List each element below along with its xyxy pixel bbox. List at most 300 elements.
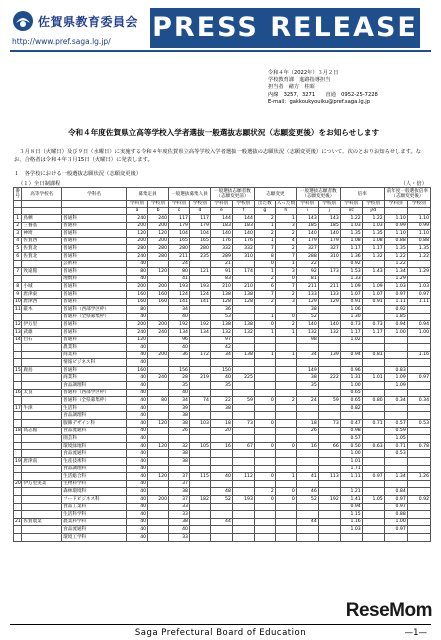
- value-cell: [189, 344, 210, 352]
- value-cell: 173: [318, 268, 340, 276]
- department-name: 環境工学科: [62, 533, 127, 541]
- row-number: [14, 473, 22, 481]
- value-cell: 40: [127, 450, 148, 458]
- value-cell: 80: [169, 268, 190, 276]
- value-cell: [407, 275, 430, 283]
- value-cell: 174: [232, 268, 254, 276]
- value-cell: 40: [127, 275, 148, 283]
- value-cell: [318, 336, 340, 344]
- value-cell: 133: [296, 290, 318, 298]
- value-cell: [148, 382, 169, 390]
- value-cell: 192: [318, 495, 340, 503]
- department-name: 普通科（西部学区枠）: [62, 389, 127, 397]
- value-cell: [254, 526, 275, 534]
- value-cell: 160: [148, 298, 169, 306]
- department-name: 普通科: [62, 321, 127, 329]
- row-number: 14: [15, 337, 21, 343]
- symbol-cell: h: [275, 208, 296, 215]
- col-general-capacity: 一般選抜募集人員: [169, 188, 211, 201]
- value-cell: 38: [296, 306, 318, 314]
- school-name: 神埼: [22, 230, 62, 238]
- row-number: [14, 275, 22, 283]
- value-cell: 40: [127, 344, 148, 352]
- table-row: [14, 374, 431, 382]
- symbol-cell: b: [148, 208, 169, 215]
- school-name: [22, 359, 62, 367]
- value-cell: [362, 313, 384, 321]
- value-cell: 200: [127, 283, 148, 291]
- value-cell: [254, 458, 275, 466]
- value-cell: 0.88: [384, 511, 407, 519]
- value-cell: 0.73: [340, 321, 362, 329]
- value-cell: 1.00: [384, 518, 407, 526]
- school-name: 牛津: [22, 404, 62, 412]
- value-cell: 280: [189, 245, 210, 253]
- value-cell: 132: [232, 328, 254, 336]
- value-cell: [362, 465, 384, 473]
- value-cell: 120: [148, 268, 169, 276]
- value-cell: 120: [148, 442, 169, 450]
- value-cell: [275, 374, 296, 382]
- value-cell: [189, 412, 210, 420]
- value-cell: 42: [210, 344, 232, 352]
- value-cell: [407, 366, 430, 374]
- value-cell: 1: [254, 237, 275, 245]
- value-cell: 91: [210, 268, 232, 276]
- value-cell: 97: [210, 336, 232, 344]
- school-name: 唐津西: [22, 298, 62, 306]
- value-cell: 1.26: [407, 473, 430, 481]
- value-cell: [189, 458, 210, 466]
- value-cell: 1.35: [362, 230, 384, 238]
- value-cell: [362, 306, 384, 314]
- value-cell: [384, 533, 407, 541]
- table-row: [14, 473, 431, 481]
- value-cell: 140: [210, 230, 232, 238]
- value-cell: 156: [169, 366, 190, 374]
- value-cell: 1.36: [340, 252, 362, 260]
- value-cell: 1: [254, 222, 275, 230]
- value-cell: 1.07: [340, 290, 362, 298]
- value-cell: 0.97: [362, 473, 384, 481]
- value-cell: [318, 533, 340, 541]
- symbol-cell: e: [210, 208, 232, 215]
- school-name: [22, 344, 62, 352]
- value-cell: 44: [210, 518, 232, 526]
- value-cell: 34: [210, 351, 232, 359]
- value-cell: [189, 306, 210, 314]
- value-cell: [296, 404, 318, 412]
- value-cell: 0.71: [384, 442, 407, 450]
- value-cell: [189, 336, 210, 344]
- value-cell: [296, 412, 318, 420]
- table-row: [14, 230, 431, 238]
- value-cell: 35: [296, 382, 318, 390]
- unit-label-cell: 学校別: [362, 201, 384, 208]
- table-row: [14, 344, 431, 352]
- value-cell: [407, 404, 430, 412]
- value-cell: [384, 412, 407, 420]
- value-cell: 141: [169, 298, 190, 306]
- value-cell: 103: [189, 420, 210, 428]
- phone: 内線 3257，3271 直通 0952-25-7228: [268, 91, 378, 98]
- unit-label-cell: 学科別: [340, 201, 362, 208]
- value-cell: [169, 465, 190, 473]
- footer-org: Saga Prefectural Board of Education: [134, 628, 307, 638]
- value-cell: [232, 382, 254, 390]
- value-cell: 3: [275, 222, 296, 230]
- value-cell: [407, 533, 430, 541]
- value-cell: [232, 503, 254, 511]
- value-cell: 3: [275, 268, 296, 276]
- value-cell: 0.57: [384, 420, 407, 428]
- value-cell: [407, 382, 430, 390]
- value-cell: 40: [127, 382, 148, 390]
- value-cell: 165: [169, 237, 190, 245]
- email[interactable]: E-mail：gakkoukyouiku@pref.saga.lg.jp: [268, 98, 371, 105]
- value-cell: 2: [254, 298, 275, 306]
- table-row: [14, 290, 431, 298]
- value-cell: [318, 427, 340, 435]
- value-cell: [384, 344, 407, 352]
- value-cell: 40: [169, 389, 190, 397]
- value-cell: 38: [169, 518, 190, 526]
- value-cell: [362, 488, 384, 496]
- row-number: [14, 511, 22, 519]
- table-row: [14, 480, 431, 488]
- table-row: [14, 275, 431, 283]
- value-cell: 4: [275, 237, 296, 245]
- value-cell: 144: [232, 215, 254, 223]
- value-cell: [148, 366, 169, 374]
- value-cell: 40: [127, 389, 148, 397]
- school-name: 唐津東: [22, 290, 62, 298]
- value-cell: [210, 359, 232, 367]
- value-cell: [318, 344, 340, 352]
- table-row: [14, 427, 431, 435]
- school-name: [22, 495, 62, 503]
- value-cell: 176: [210, 237, 232, 245]
- value-cell: 1.71: [340, 465, 362, 473]
- value-cell: 134: [169, 328, 190, 336]
- row-number: 17: [15, 405, 21, 411]
- value-cell: 1.15: [340, 511, 362, 519]
- value-cell: 192: [169, 321, 190, 329]
- value-cell: 211: [296, 283, 318, 291]
- value-cell: [384, 336, 407, 344]
- value-cell: 81: [296, 275, 318, 283]
- value-cell: [318, 275, 340, 283]
- value-cell: [296, 389, 318, 397]
- school-name: 高志館: [22, 427, 62, 435]
- value-cell: 179: [318, 237, 340, 245]
- value-cell: 0: [254, 397, 275, 405]
- value-cell: 1: [254, 351, 275, 359]
- value-cell: 7: [254, 245, 275, 253]
- value-cell: [232, 306, 254, 314]
- col-capacity: 募集定員: [127, 188, 169, 201]
- website-url[interactable]: http://www.pref.saga.lg.jp/: [12, 37, 111, 46]
- unit-label-cell: 学校別: [318, 201, 340, 208]
- value-cell: [296, 465, 318, 473]
- department-name: 生活科: [62, 404, 127, 412]
- page-title: 令和４年度佐賀県立高等学校入学者選抜一般選抜志願状況（志願変更後）をお知らせします: [67, 128, 380, 137]
- value-cell: 112: [232, 473, 254, 481]
- value-cell: 0.78: [407, 442, 430, 450]
- table-row: [14, 518, 431, 526]
- department-name: 園芸科: [62, 435, 127, 443]
- value-cell: 39: [169, 404, 190, 412]
- value-cell: 40: [127, 359, 148, 367]
- value-cell: [189, 435, 210, 443]
- applicant-status-table: [13, 187, 431, 542]
- value-cell: 7: [275, 283, 296, 291]
- value-cell: 240: [127, 215, 148, 223]
- value-cell: 40: [127, 458, 148, 466]
- value-cell: 0.53: [384, 450, 407, 458]
- value-cell: [148, 389, 169, 397]
- value-cell: 0.80: [362, 397, 384, 405]
- value-cell: 20: [210, 427, 232, 435]
- symbol-cell: f: [232, 208, 254, 215]
- symbol-cell: d: [189, 208, 210, 215]
- value-cell: 172: [189, 351, 210, 359]
- value-cell: [275, 518, 296, 526]
- table-row: [14, 435, 431, 443]
- value-cell: [318, 359, 340, 367]
- value-cell: 200: [148, 237, 169, 245]
- value-cell: [407, 260, 430, 268]
- value-cell: [362, 412, 384, 420]
- value-cell: [362, 336, 384, 344]
- value-cell: 28: [169, 374, 190, 382]
- value-cell: [232, 344, 254, 352]
- value-cell: 222: [318, 374, 340, 382]
- symbol-cell: i: [296, 208, 318, 215]
- value-cell: 40: [210, 473, 232, 481]
- value-cell: 40: [127, 526, 148, 534]
- value-cell: 0.82: [340, 404, 362, 412]
- school-name: [22, 450, 62, 458]
- value-cell: 1.16: [407, 351, 430, 359]
- value-cell: 1.01: [340, 458, 362, 466]
- value-cell: 0.88: [407, 237, 430, 245]
- value-cell: [232, 412, 254, 420]
- unit-label-cell: 出た数: [254, 201, 275, 208]
- value-cell: 33: [169, 511, 190, 519]
- value-cell: 140: [296, 321, 318, 329]
- school-name: 三養基: [22, 222, 62, 230]
- value-cell: 1: [254, 313, 275, 321]
- department-name: 芸術科: [62, 260, 127, 268]
- department-name: 食品調理科: [62, 412, 127, 420]
- value-cell: 124: [189, 290, 210, 298]
- value-cell: 288: [296, 252, 318, 260]
- value-cell: 1.85: [384, 313, 407, 321]
- value-cell: 18: [296, 420, 318, 428]
- value-cell: 96: [169, 336, 190, 344]
- value-cell: [340, 412, 362, 420]
- value-cell: 200: [148, 321, 169, 329]
- row-number: [14, 351, 22, 359]
- value-cell: [189, 260, 210, 268]
- value-cell: 37: [169, 480, 190, 488]
- value-cell: [318, 404, 340, 412]
- table-row: [14, 420, 431, 428]
- value-cell: 2: [254, 230, 275, 238]
- unit-label-cell: 学校別: [232, 201, 254, 208]
- value-cell: [362, 511, 384, 519]
- value-cell: [318, 450, 340, 458]
- value-cell: 40: [127, 420, 148, 428]
- unit-label: （人・倍）: [400, 181, 427, 187]
- value-cell: 219: [189, 374, 210, 382]
- value-cell: 33: [169, 503, 190, 511]
- value-cell: [275, 465, 296, 473]
- value-cell: 1.00: [340, 382, 362, 390]
- value-cell: 1.06: [340, 306, 362, 314]
- value-cell: 120: [148, 420, 169, 428]
- school-name: 唐津南: [22, 458, 62, 466]
- value-cell: 129: [318, 298, 340, 306]
- value-cell: 40: [127, 518, 148, 526]
- symbol-cell: a: [127, 208, 148, 215]
- value-cell: [362, 260, 384, 268]
- value-cell: 124: [169, 290, 190, 298]
- value-cell: [318, 366, 340, 374]
- value-cell: [254, 427, 275, 435]
- row-number: 1: [14, 215, 22, 223]
- value-cell: [232, 359, 254, 367]
- row-number: 6: [14, 252, 22, 260]
- value-cell: 117: [169, 215, 190, 223]
- table-row: [14, 268, 431, 276]
- symbol-cell: c: [169, 208, 190, 215]
- value-cell: 0: [275, 495, 296, 503]
- value-cell: 1.00: [384, 328, 407, 336]
- value-cell: 280: [127, 245, 148, 253]
- value-cell: 138: [232, 290, 254, 298]
- value-cell: [232, 275, 254, 283]
- value-cell: 143: [296, 215, 318, 223]
- school-name: 鹿島: [22, 366, 62, 374]
- value-cell: [275, 344, 296, 352]
- header-spacer: [62, 201, 127, 208]
- value-cell: 34: [169, 306, 190, 314]
- value-cell: 38: [296, 374, 318, 382]
- value-cell: 183: [232, 222, 254, 230]
- value-cell: 59: [318, 397, 340, 405]
- value-cell: 36: [210, 306, 232, 314]
- value-cell: [189, 275, 210, 283]
- value-cell: [362, 480, 384, 488]
- value-cell: 183: [210, 222, 232, 230]
- col-number: 番号: [15, 189, 20, 199]
- value-cell: 138: [232, 321, 254, 329]
- department-name: 普通科: [62, 245, 127, 253]
- row-number: [14, 442, 22, 450]
- value-cell: 185: [318, 222, 340, 230]
- department-name: 農業科学科: [62, 518, 127, 526]
- value-cell: 16: [210, 442, 232, 450]
- value-cell: 1.35: [407, 245, 430, 253]
- value-cell: [148, 518, 169, 526]
- value-cell: [296, 435, 318, 443]
- value-cell: 1.10: [407, 230, 430, 238]
- value-cell: [318, 526, 340, 534]
- value-cell: [340, 480, 362, 488]
- value-cell: [296, 480, 318, 488]
- value-cell: 40: [169, 313, 190, 321]
- row-number: [14, 412, 22, 420]
- table-row: [14, 260, 431, 268]
- department-name: 普通科: [62, 328, 127, 336]
- value-cell: [148, 435, 169, 443]
- value-cell: 210: [232, 283, 254, 291]
- value-cell: 117: [189, 215, 210, 223]
- value-cell: [189, 518, 210, 526]
- value-cell: 0.94: [384, 321, 407, 329]
- value-cell: [148, 260, 169, 268]
- col-applicants-after: 一般選抜志願者数（志願変更後）: [296, 188, 340, 201]
- unit-label-cell: 学科別: [169, 201, 190, 208]
- department-name: 普通科: [62, 230, 127, 238]
- value-cell: 240: [127, 328, 148, 336]
- value-cell: 200: [127, 321, 148, 329]
- value-cell: 332: [232, 245, 254, 253]
- value-cell: [275, 533, 296, 541]
- value-cell: [189, 404, 210, 412]
- symbol-cell: g: [254, 208, 275, 215]
- row-number: [14, 450, 22, 458]
- value-cell: 40: [127, 260, 148, 268]
- table-body: [14, 215, 431, 542]
- value-cell: 1.08: [362, 237, 384, 245]
- value-cell: 211: [318, 283, 340, 291]
- value-cell: 1.11: [384, 298, 407, 306]
- value-cell: [318, 412, 340, 420]
- value-cell: 105: [189, 442, 210, 450]
- value-cell: 22: [210, 397, 232, 405]
- value-cell: [407, 359, 430, 367]
- value-cell: 0: [275, 313, 296, 321]
- department-name: 普通科: [62, 336, 127, 344]
- value-cell: 1.29: [407, 268, 430, 276]
- value-cell: 52: [296, 495, 318, 503]
- value-cell: 40: [169, 526, 190, 534]
- value-cell: [318, 465, 340, 473]
- value-cell: [407, 412, 430, 420]
- value-cell: 179: [189, 222, 210, 230]
- value-cell: 280: [148, 252, 169, 260]
- value-cell: [318, 260, 340, 268]
- value-cell: [189, 313, 210, 321]
- value-cell: 46: [296, 488, 318, 496]
- table-row: [14, 389, 431, 397]
- value-cell: 1.00: [407, 328, 430, 336]
- department-name: 商業科: [62, 351, 127, 359]
- value-cell: 1.02: [340, 336, 362, 344]
- value-cell: 280: [148, 245, 169, 253]
- value-cell: 1.22: [362, 215, 384, 223]
- value-cell: [232, 526, 254, 534]
- value-cell: 73: [318, 420, 340, 428]
- value-cell: [384, 359, 407, 367]
- value-cell: [275, 480, 296, 488]
- value-cell: 40: [127, 397, 148, 405]
- table-row: [14, 533, 431, 541]
- value-cell: [384, 389, 407, 397]
